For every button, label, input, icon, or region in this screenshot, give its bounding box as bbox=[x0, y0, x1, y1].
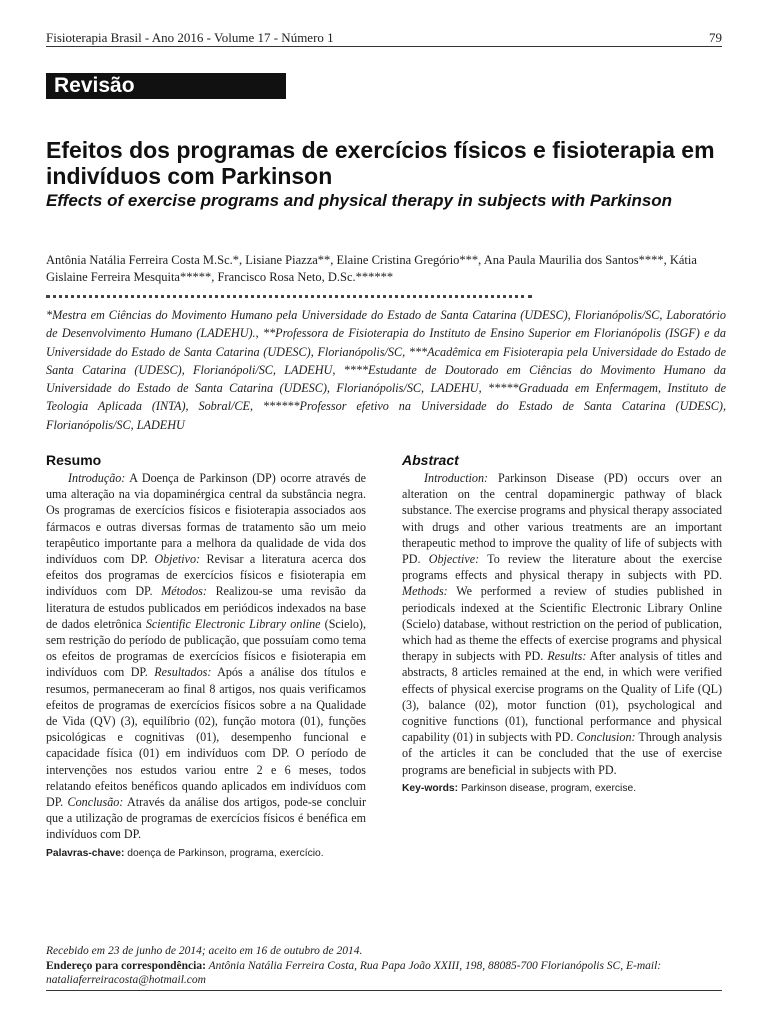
author-list: Antônia Natália Ferreira Costa M.Sc.*, Lisiane Piazza**, Elaine Cristina Gregório***, Ana Paula Maurilia dos Santos****, Kátia Gislaine Ferreira Mesquita*****, Francisco Rosa Neto, D.Sc.****** bbox=[46, 253, 697, 284]
resumo-conclusion: Através da análise dos artigos, pode-se concluir que a utilização de programas de exercícios físicos é benéfica em indivíduos com DP. bbox=[46, 795, 366, 842]
resumo-column bbox=[46, 452, 366, 861]
resumo-keywords-text: doença de Parkinson, programa, exercício. bbox=[124, 847, 324, 859]
resumo-intro-label: Introdução: bbox=[68, 471, 126, 485]
journal-reference: Fisioterapia Brasil - Ano 2016 - Volume 17 - Número 1 bbox=[46, 30, 334, 45]
resumo-heading: Resumo bbox=[46, 452, 102, 468]
abstract-keywords-label: Key-words: bbox=[402, 782, 459, 794]
resumo-methods-db: Scientific Electronic Library online bbox=[145, 616, 321, 631]
abstract-intro-label: Introduction: bbox=[424, 471, 489, 485]
dotted-divider bbox=[46, 295, 532, 298]
resumo-intro: A Doença de Parkinson (DP) ocorre através de uma alteração na via dopaminérgica central da substância negra. Os programas de exercícios físicos e fisioterapia associados aos fármacos e outras diversas formas de tratamento são um meio terapêutico importante para a melhora da qualidade de vida dos indivíduos com DP. bbox=[46, 471, 366, 567]
resumo-methods-a: Realizou-se uma revisão da literatura de estudos publicados em periódicos indexados na base de dados eletrônica bbox=[46, 584, 366, 631]
abstract-keywords bbox=[402, 782, 722, 796]
resumo-objective-label: Objetivo: bbox=[154, 552, 201, 567]
correspondence-address: Antônia Natália Ferreira Costa, Rua Papa João XXIII, 198, 88085-700 Florianópolis SC, E-mail: nataliaferreiracosta@hotmail.com bbox=[46, 959, 662, 986]
abstract-heading: Abstract bbox=[402, 452, 459, 468]
abstract-results: After analysis of titles and abstracts, 8 articles remained at the end, in which were verified effects of physical exercise programs on the Quality of Life (QL) (3), balance (02), motor function (01), psychological and cognitive functions (01), functional performance and physical capability (01) in subjects with PD. bbox=[402, 649, 722, 745]
resumo-keywords-label: Palavras-chave: bbox=[46, 847, 125, 859]
resumo-results-label: Resultados: bbox=[154, 665, 212, 680]
abstract-objective-label: Objective: bbox=[428, 552, 480, 567]
author-affiliations: *Mestra em Ciências do Movimento Humano pela Universidade do Estado de Santa Catarina (UDESC), Florianópolis/SC, Laboratório de Desenvolvimento Humano (LADEHU)., **Professora de Fisioterapia do Instituto de Ensino Superior em Florianópolis (ISGF) e da Universidade do Estado de Santa Catarina (UDESC), Florianópolis/SC, ***Acadêmica em Fisioterapia pela Universidade do Estado de Santa Catarina (UDESC), Florianópoli/SC, LADEHU, ****Estudante de Doutorado em Ciências do Movimento Humano da Universidade do Estado de Santa Catarina (UDESC), Florianópolis/SC, LADEHU, *****Graduada em Enfermagem, Instituto de Teologia Aplicada (INTA), Sobral/CE, ******Professor efetivo na Universidade do Estado de Santa Catarina (UDESC), Florianópolis/SC, LADEHU bbox=[46, 308, 726, 432]
abstract-conclusion: Through analysis of the articles it can be concluded that the use of exercise programs are beneficial in subjects with PD. bbox=[402, 730, 722, 777]
abstract-conclusion-label: Conclusion: bbox=[576, 730, 636, 745]
resumo-methods-label: Métodos: bbox=[161, 584, 207, 599]
received-date: Recebido em 23 de junho de 2014; aceito em 16 de outubro de 2014. bbox=[46, 945, 363, 957]
footer-rule bbox=[46, 990, 722, 991]
footer-notes bbox=[46, 944, 722, 988]
page-number: 79 bbox=[709, 30, 722, 45]
article-title-english: Effects of exercise programs and physical therapy in subjects with Parkinson bbox=[46, 191, 673, 210]
abstract-objective: To review the literature about the exercise programs effects and physical therapy in subjects with PD. bbox=[402, 552, 722, 583]
resumo-keywords bbox=[46, 847, 366, 861]
section-banner: Revisão bbox=[46, 73, 286, 99]
resumo-objective: Revisar a literatura acerca dos efeitos dos programas de exercícios físicos e fisioterapia em indivíduos com DP. bbox=[46, 552, 366, 599]
resumo-results: Após a análise dos títulos e resumos, permaneceram ao final 8 artigos, nos quais verificamos efeitos de programas de exercícios físicos sobre a na Qualidade de Vida (QV) (3), equilíbrio (02), função motora (01), funções psicológicas e cognitivas (01), desempenho funcional e capacidade física (01) em indivíduos com DP. O período de intervenções nos estudos variou entre 2 e 6 meses, todos relatando efeitos benéficos quando aplicados em indivíduos com DP. bbox=[46, 665, 366, 810]
abstract-body bbox=[402, 470, 722, 778]
abstract-results-label: Results: bbox=[547, 649, 587, 664]
abstract-intro: Parkinson Disease (PD) occurs over an alteration on the central dopaminergic pathway of black substance. The exercise programs and physical therapy associated with drugs and other various treatments are an important therapeutic method to improve the quality of life of subjects with PD. bbox=[402, 471, 722, 567]
article-title-portuguese: Efeitos dos programas de exercícios físicos e fisioterapia em indivíduos com Parkinson bbox=[46, 137, 715, 189]
resumo-body bbox=[46, 470, 366, 843]
abstract-methods: We performed a review of studies published in periodicals indexed at the Scientific Electronic Library Online (Scielo) database, without restriction on the period of publication, which had as theme the effects of exercise programs and physical therapy in subjects with PD. bbox=[402, 584, 722, 664]
running-header bbox=[46, 30, 722, 47]
resumo-methods-b: (Scielo), sem restrição do período de publicação, que possuíam como tema os efeitos de programas de exercícios físicos e fisioterapia em indivíduos com DP. bbox=[46, 616, 366, 680]
address-label: Endereço para correspondência: bbox=[46, 959, 206, 972]
abstract-methods-label: Methods: bbox=[402, 584, 448, 599]
abstract-keywords-text: Parkinson disease, program, exercise. bbox=[458, 782, 637, 794]
resumo-conclusion-label: Conclusão: bbox=[67, 795, 124, 810]
abstract-column bbox=[402, 452, 722, 796]
